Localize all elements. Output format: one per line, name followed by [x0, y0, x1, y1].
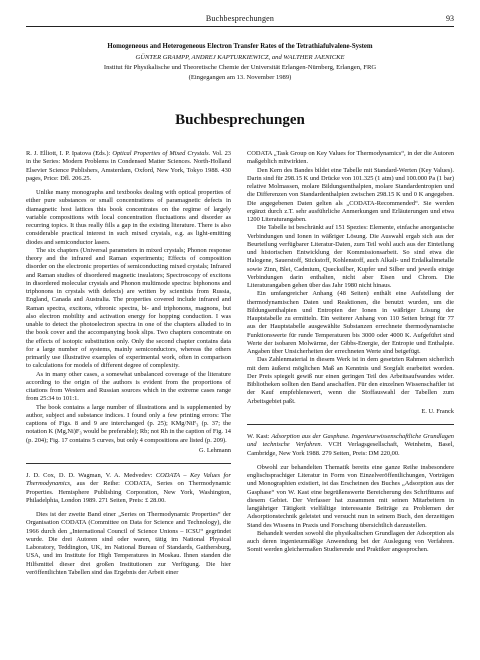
review-elliott-ipatova	[26, 150, 231, 455]
review-citation	[26, 472, 231, 505]
citation-details: Vol. 23 in the Series: Modern Problems in Condensed Matter Sciences. North-Holland Elsevier Science Publishers, Amsterdam, Oxford, New York, Tokyo 1988. 430 pages, Price: Dfl. 206.25.	[26, 150, 232, 182]
review-paragraph: Behandelt werden sowohl die physikalischen Grundlagen der Adsorption als auch deren ingenieurmäßige Anwendung bei der Auslegung von Verfahren. Somit werden gleichermaßen Studierende und Praktiker angesprochen.	[247, 529, 454, 554]
article-authors: GÜNTER GRAMPP, ANDREJ KAPTURKIEWICZ, and WALTHER JAENICKE	[135, 54, 345, 61]
page-number: 93	[446, 14, 454, 23]
citation-authors: R. J. Elliott, I. P. Ipatova (Eds.):	[26, 150, 111, 157]
running-head	[0, 14, 480, 26]
review-paragraph: Unlike many monographs and textbooks dealing with optical properties of either pure substances or small concentrations of paramagnetic defects in diamagnetic host lattices this book concentrates on the regime of largely variable compositions with local concentration fluctuations and disorder as recurring topics. It thus really fills a gap in the existing literature. There is also considerable practical interest in such mixed crystals, e.g. as light-emitting diodes and semiconductor lasers.	[26, 189, 231, 246]
header-rule	[26, 26, 454, 27]
review-paragraph: Dies ist der zweite Band einer „Series on Thermodynamic Properties“ der Organisation CODATA (Committee on Data for Science and Technology), die 1966 durch den „International Council of Science Unions – ICSU“ gegründet wurde. Die drei Autoren sind oder waren, tätig im National Physical Laboratory, Teddington, UK, im National Bureau of Standards, Gaithersburg, USA, und im Institute for High Temperatures in Moskau. Ihnen standen die Hilfsmittel dieser drei großen Institutionen zur Verfügung. Die hier veröffentlichten Tabellen sind das Ergebnis der Arbeit einer	[26, 511, 231, 576]
review-divider	[26, 463, 231, 464]
citation-title: CODATA – Key Values for Thermodynamics,	[26, 472, 231, 488]
review-paragraph: Obwohl zur behandelten Thematik bereits eine ganze Reihe insbesondere englischsprachiger Literatur in Form von Einzelveröffentlichungen, Vorträgen und Monographien existiert, ist das Erscheinen des Buches „Adsorption aus der Gasphase“ von W. Kast eine begrüßenswerte Bereicherung des Schrifttums auf diesem Gebiet. Der Verfasser hat zusammen mit seinen Mitarbeitern in langjähriger Tätigkeit vielfältige interessante Beiträge zu Problemen der Adsorptionstechnik geleistet und versucht nun in seinem Buch, den derzeitigen Stand des Wissens in Praxis und Forschung übersichtlich darzustellen.	[247, 463, 454, 529]
review-cox-wagman-medvedev-continued	[247, 150, 454, 416]
citation-details: VCH Verlagsgesellschaft, Weinheim, Basel, Cambridge, New York 1988. 279 Seiten, Preis: DM 220,00.	[247, 441, 454, 457]
review-cox-wagman-medvedev	[26, 472, 231, 577]
reviewer-signature: G. Lehmann	[199, 446, 231, 454]
review-paragraph: CODATA „Task Group on Key Values for Thermodynamics“, in der die Autoren maßgeblich mitwirkten.	[247, 150, 454, 166]
right-column	[247, 150, 454, 555]
citation-details: aus der Reihe: CODATA, Series on Thermodynamic Properties. Hemisphere Publishing Corporation, New York, Washington, Philadelphia, London 1989. 271 Seiten, Preis: £ 28.00.	[26, 480, 231, 504]
citation-title: Adsorption aus der Gasphase. Ingenieurwissenschaftliche Grundlagen und technische Verfahren.	[247, 433, 454, 449]
reviewer-signature: E. U. Franck	[421, 407, 454, 415]
review-divider	[247, 424, 454, 425]
review-paragraph: Den Kern des Bandes bildet eine Tabelle mit Standard-Werten (Key Values). Darin sind für 298.15 K und Drücke von 101.325 (1 atm) und 100.000 Pa (1 bar) relative Molmassen, molare Bildungsenthalpien, molare Standardentropien und die Differenzen von Standardenthalpien zwischen 298.15 K und 0 K angegeben. Die angegebenen Daten gelten als „CODATA-Recommended“. Sie werden ergänzt durch z.T. sehr ausführliche Anmerkungen und Erläuterungen und etwa 1200 Literaturangaben.	[247, 166, 454, 223]
citation-title: Optical Properties of Mixed Crystals.	[112, 150, 211, 157]
article-title: Homogeneous and Heterogeneous Electron Transfer Rates of the Tetrathiafulvalene-System	[107, 43, 373, 50]
review-citation	[26, 150, 231, 183]
article-institute: Institut für Physikalische und Theoretische Chemie der Universität Erlangen-Nürnberg, Erlangen, FRG	[103, 64, 377, 71]
review-paragraph: The book contains a large number of illustrations and is supplemented by author, subject and substance indices. I found only a few printing errors: The captions of Figs. 8 and 9 are interchanged (p. 25); KMg/NiF₃ (p. 37; the notation K (Mg,Ni)F₃ would be preferable); Rb; not Rh in the caption of Fig. 14 (p. 204); Fig. 17 contains 5 curves, but only 4 compositions are listed (p. 209).	[26, 403, 231, 444]
review-paragraph: Das Zahlenmaterial in diesem Werk ist in dem gesetzten Rahmen sicherlich mit dem äußerst möglichen Maß an Kenntnis und Sorgfalt erarbeitet worden. Der Preis spiegelt gewiß nur einen geringen Teil des Arbeitsaufwandes wider. Bibliotheken sollten den Band anschaffen. Für den einzelnen Wissenschaftler ist der Kauf empfehlenswert, wenn die Stoffauswahl der Tabellen zum Arbeitsgebiet paßt.	[247, 356, 454, 405]
section-title: Buchbesprechungen	[175, 112, 305, 128]
review-paragraph: Ein umfangreicher Anhang (48 Seiten) enthält eine Aufstellung der thermodynamischen Daten und Reaktionen, die benutzt wurden, um die Bildungsenthalpien und Entropien der Ionen in wäßriger Lösung der Hauptstabelle zu ermitteln. Ein weiterer Anhang von 110 Seiten bringt für 77 aus der Hauptstabelle ausgewählte Substanzen errechnete thermodynamische Funktionswerte für runde Temperaturen bis 3000 oder 4000 K. Aufgeführt sind Werte der isobaren Molwärme, der Gibbs-Energie, der Entropie und Enthalpie. Angaben über Unsicherheiten der errechneten Werte sind beigefügt.	[247, 290, 454, 355]
article-header	[26, 42, 454, 82]
citation-authors: J. D. Cox, D. D. Wagman, V. A. Medvedev:	[26, 472, 153, 479]
article-received-date: (Eingegangen am 13. November 1989)	[188, 74, 292, 81]
review-paragraph: The six chapters (Universal parameters in mixed crystals; Phonon response theory and the infrared and Raman experiments; Effects of composition disorder on the electronic properties of semiconducting mixed crystals; Infrared and Raman studies of disordered magnetic insulators; Spectroscopy of excitons in disordered molecular crystals and Phonon multimode spectra: biphonons and triphonons in crystals with defects) are written by scientists from Russia, England, Canada and Australia. The properties covered include infrared and Raman spectra, excitons, vibronic spectra, bi- and triphonons, magnons, but also electron mobility and activation energy for hopping conduction. I was unable to detect the photoelectron spectra in one of the chapters alluded to in the book cover and the accompanying book slips. Two chapters concentrate on the effects of isotopic substitution only. Only the second chapter contains data for a large number of systems, mainly semiconductors, whereas the others primarily use illustrative examples of experimental work, often in comparison to calculations for models of different degree of complexity.	[26, 246, 231, 370]
citation-authors: W. Kast:	[247, 433, 270, 440]
review-paragraph: Die Tabelle ist beschränkt auf 151 Spezies: Elemente, einfache anorganische Verbindungen und Ionen in wäßriger Lösung. Die Auswahl ergab sich aus der Beurteilung verfügbarer Literatur-Daten, zum Teil wohl auch aus der Einteilung und historischen Entwicklung der Kommissionsarbeit. So sind etwa die Halogene, Sauerstoff, Stickstoff, Kohlenstoff, auch Alkali- und Erdalkalimetalle sowie Zinn, Blei, Cadmium, Quecksilber, Kupfer und Silber und jeweils einige Verbindungen darin enthalten, nicht aber Eisen und Chrom. Die Literaturangaben gehen über das Jahr 1980 nicht hinaus.	[247, 224, 454, 289]
running-title: Buchbesprechungen	[205, 14, 275, 23]
review-paragraph: As in many other cases, a somewhat unbalanced coverage of the literature according to the origin of the authors is evident from the proportions of citations from Western and Russian sources which in the extreme cases range from 25:34 to 101:1.	[26, 370, 231, 403]
review-kast	[247, 433, 454, 555]
left-column	[26, 150, 231, 577]
review-citation	[247, 433, 454, 458]
